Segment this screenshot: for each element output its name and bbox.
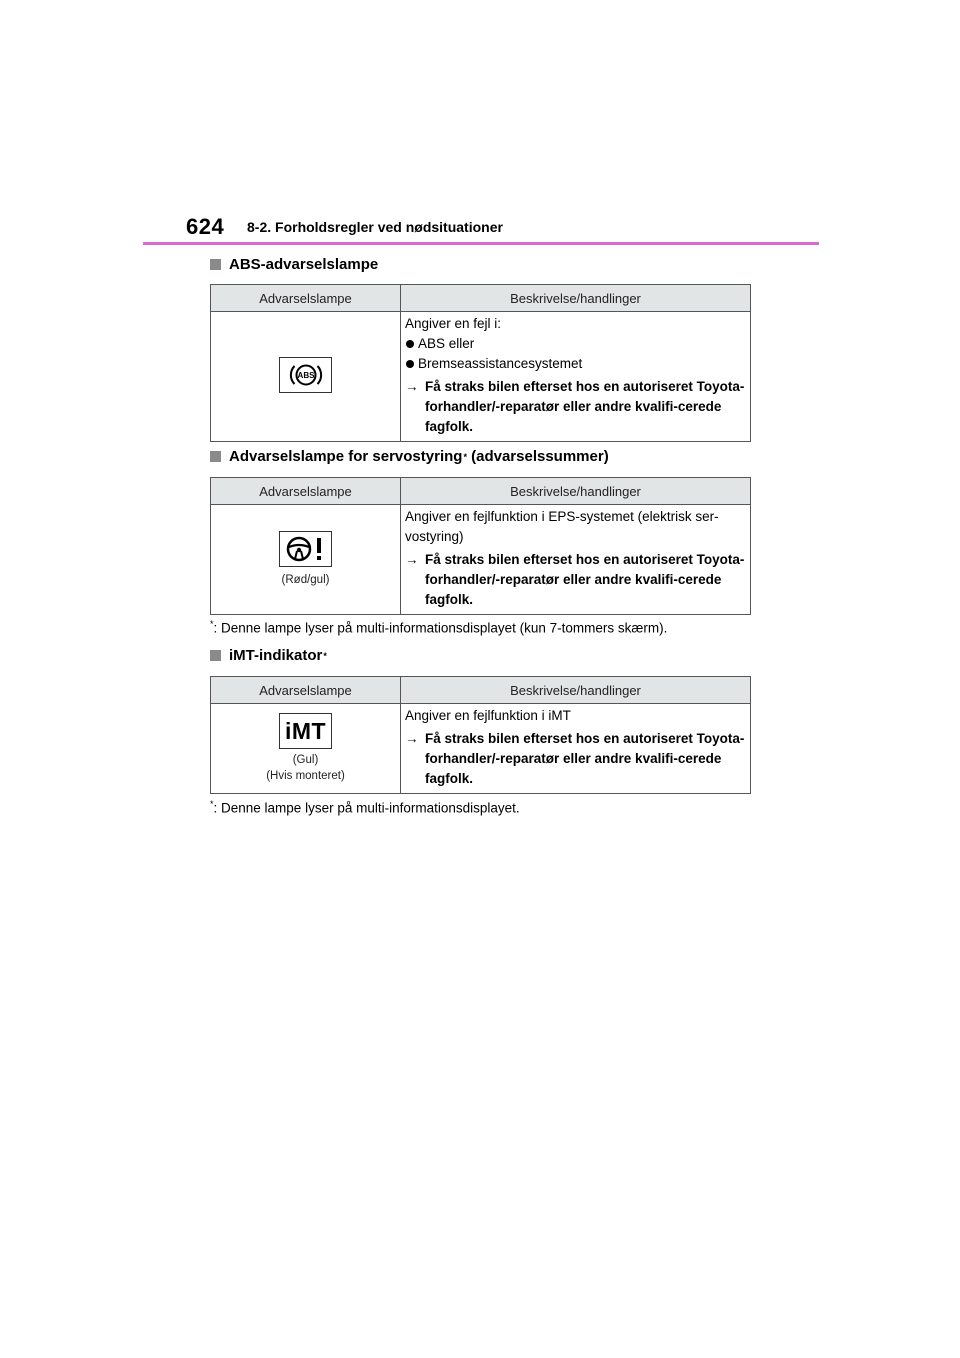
bullet-dot-icon [406, 340, 414, 348]
footnote: *: Denne lampe lyser på multi-informationsdisplayet. [210, 799, 520, 816]
section-title-text: Advarselslampe for servostyring [229, 448, 463, 465]
section-title-text: ABS-advarselslampe [229, 256, 379, 273]
abs-icon-text: ABS [297, 371, 314, 380]
column-header-description: Beskrivelse/handlinger [401, 677, 751, 704]
column-header-lamp: Advarselslampe [211, 285, 401, 312]
description-cell [401, 505, 751, 615]
footnote-mark: * [210, 619, 214, 629]
section-title-text: iMT-indikator [229, 647, 323, 664]
bullet-item: ABS eller [405, 334, 750, 354]
action-text: → Få straks bilen efterset hos en autoriseret Toyota-forhandler/-reparatør eller andre kvalifi-cerede fagfolk. [405, 377, 750, 437]
section-title-abs [210, 256, 378, 273]
action-text: → Få straks bilen efterset hos en autoriseret Toyota-forhandler/-reparatør eller andre kvalifi-cerede fagfolk. [405, 550, 750, 610]
lamp-cell [211, 505, 401, 615]
page-number: 624 [186, 214, 225, 239]
description-cell [401, 704, 751, 794]
section-title-suffix: (advarselssummer) [466, 448, 609, 465]
section-title-power-steering [210, 448, 609, 465]
footnote-mark: * [463, 451, 467, 462]
column-header-lamp: Advarselslampe [211, 677, 401, 704]
abs-table [210, 284, 751, 442]
lamp-caption-secondary: (Hvis monteret) [266, 770, 345, 782]
lamp-caption: (Rød/gul) [281, 574, 330, 586]
footnote-mark: * [323, 650, 327, 661]
imt-indicator-icon [279, 713, 332, 749]
bullet-dot-icon [406, 360, 414, 368]
description-cell [401, 312, 751, 442]
arrow-icon: → [405, 552, 419, 567]
footnote: *: Denne lampe lyser på multi-informationsdisplayet (kun 7-tommers skærm). [210, 619, 668, 636]
steering-wheel-warning-icon [279, 531, 332, 567]
section-square-icon [210, 650, 221, 661]
arrow-icon: → [405, 731, 419, 746]
column-header-lamp: Advarselslampe [211, 478, 401, 505]
lamp-cell [211, 704, 401, 794]
description-text: Angiver en fejlfunktion i iMT [405, 708, 571, 723]
column-header-description: Beskrivelse/handlinger [401, 285, 751, 312]
section-square-icon [210, 259, 221, 270]
imt-table [210, 676, 751, 794]
imt-icon-text: iMT [284, 718, 327, 744]
column-header-description: Beskrivelse/handlinger [401, 478, 751, 505]
chapter-title: 8-2. Forholdsregler ved nødsituationer [247, 219, 503, 235]
arrow-icon: → [405, 379, 419, 394]
section-title-imt [210, 647, 327, 664]
power-steering-table [210, 477, 751, 615]
action-text: → Få straks bilen efterset hos en autoriseret Toyota-forhandler/-reparatør eller andre kvalifi-cerede fagfolk. [405, 729, 750, 789]
description-text: Angiver en fejl i: [405, 316, 502, 331]
section-square-icon [210, 451, 221, 462]
description-text: Angiver en fejlfunktion i EPS-systemet (elektrisk ser-vostyring) [405, 509, 719, 544]
abs-warning-icon [279, 357, 332, 393]
lamp-cell [211, 312, 401, 442]
lamp-caption: (Gul) [292, 754, 319, 766]
footnote-mark: * [210, 799, 214, 809]
header-rule [143, 242, 819, 245]
bullet-item: Bremseassistancesystemet [405, 354, 750, 374]
